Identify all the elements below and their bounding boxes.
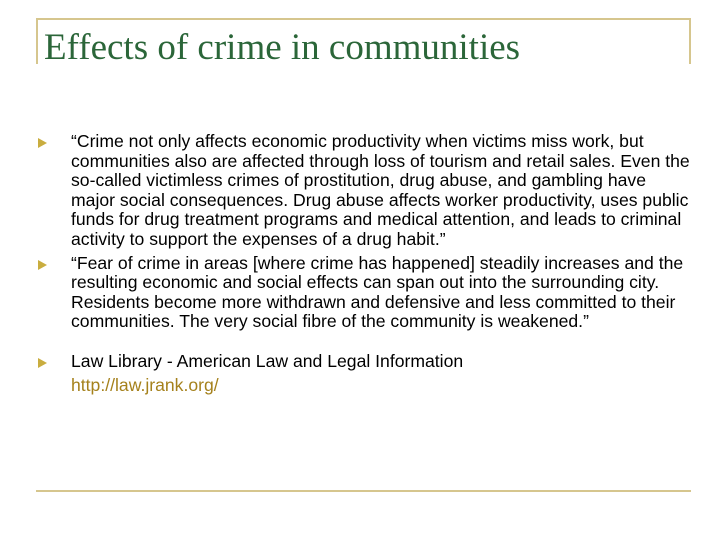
frame-bottom-rule [36,490,691,492]
frame-right-rule [689,18,691,64]
bullet-triangle-icon [38,138,47,148]
bullet-list [34,132,694,395]
frame-top-rule [36,18,691,20]
bullet-triangle-icon [38,260,47,270]
bullet-triangle-icon [38,358,47,368]
bullet-item-crime-productivity [34,132,694,250]
source-text: Law Library - American Law and Legal Information [71,350,464,371]
bullet-item-fear-of-crime [34,254,694,332]
source-link[interactable]: http://law.jrank.org/ [71,374,219,395]
frame-left-rule [36,18,38,64]
bullet-item-source [34,352,694,395]
bullet-text: “Crime not only affects economic productivity when victims miss work, but communities also are affected through loss of tourism and retail sales. Even the so-called victimless crimes of prostitution, drug abuse, and gambling have major social consequences. Drug abuse affects worker productivity, uses public funds for drug treatment programs and medical attention, and leads to criminal activity to support the expenses of a drug habit.” [71,131,690,249]
slide-title: Effects of crime in communities [44,27,521,68]
bullet-text: “Fear of crime in areas [where crime has happened] steadily increases and the resulting economic and social effects can span out into the surrounding city. Residents become more withdrawn and defensive and less committed to their communities. The very social fibre of the community is weakened.” [71,252,684,332]
